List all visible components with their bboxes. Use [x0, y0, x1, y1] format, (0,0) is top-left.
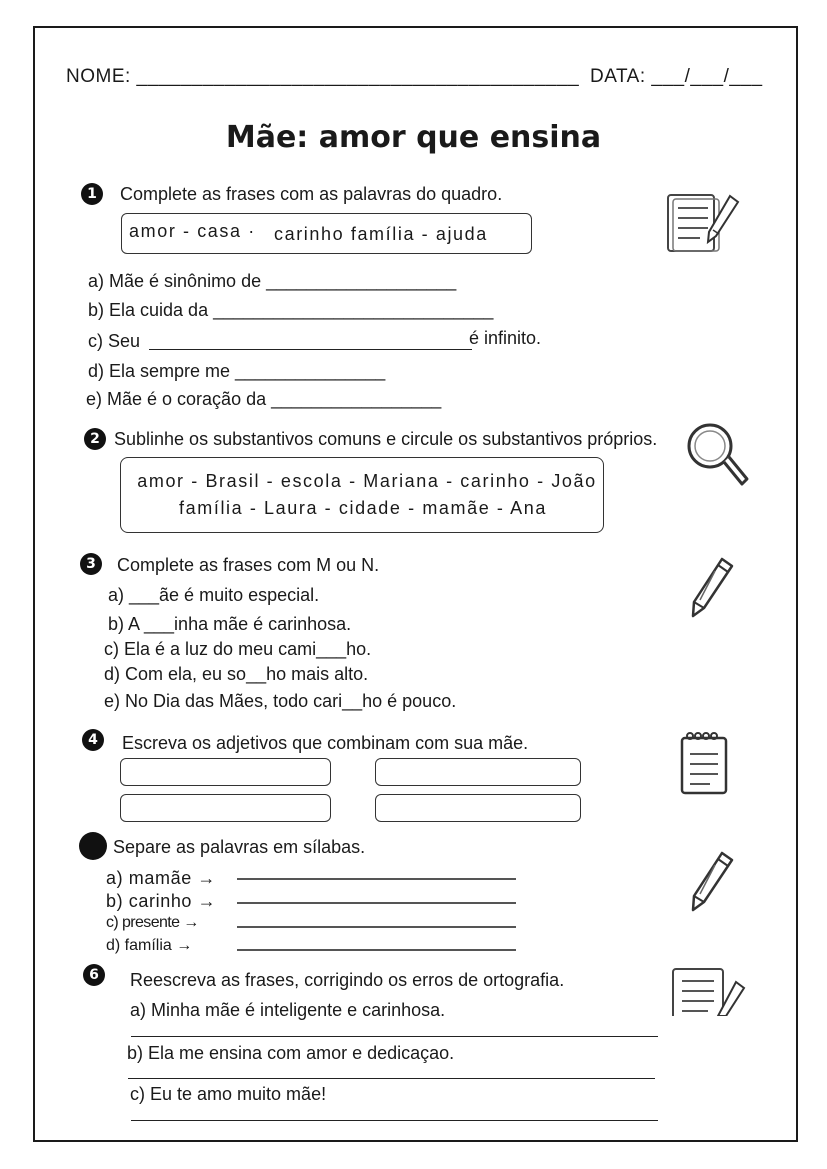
q1-item-b: b) Ela cuida da ____________________________ [88, 300, 494, 320]
q1-item-c-answer-line[interactable] [149, 349, 472, 350]
q1-word-box-text-2: carinho família - ajuda [274, 224, 488, 244]
q1-item-c-start: c) Seu [88, 331, 141, 351]
q2-word-line-2: família - Laura - cidade - mamãe - Ana [179, 498, 547, 518]
q3-item-c: c) Ela é a luz do meu cami___ho. [104, 639, 372, 659]
question-number-2: 2 [84, 428, 106, 450]
adjective-input-box[interactable] [120, 758, 331, 786]
rewrite-answer-line[interactable] [131, 1036, 658, 1037]
spiral-notepad-icon [678, 730, 730, 796]
q2-word-line-1: amor - Brasil - escola - Mariana - carinho - João [137, 471, 597, 491]
question-number-4: 4 [82, 729, 104, 751]
syllable-answer-line[interactable] [237, 902, 516, 904]
syllable-answer-line[interactable] [237, 878, 516, 880]
name-field-label: NOME: ________________________________________ [66, 66, 580, 87]
q6-item-b: b) Ela me ensina com amor e dedicaçao. [127, 1043, 455, 1063]
q6-instruction: Reescreva as frases, corrigindo os erros de ortografia. [130, 970, 565, 990]
q3-item-e: e) No Dia das Mães, todo cari__ho é pouco. [104, 691, 457, 711]
q2-word-box [120, 457, 604, 533]
q1-word-box-text-1: amor - casa · [129, 221, 256, 241]
adjective-input-box[interactable] [375, 758, 581, 786]
q2-instruction: Sublinhe os substantivos comuns e circule os substantivos próprios. [114, 429, 658, 449]
q5-item-d: d) família → [106, 937, 193, 954]
rewrite-answer-line[interactable] [128, 1078, 655, 1079]
question-number-1: 1 [81, 183, 103, 205]
q3-instruction: Complete as frases com M ou N. [117, 555, 380, 575]
page-title: Mãe: amor que ensina [225, 120, 602, 155]
syllable-answer-line[interactable] [237, 926, 516, 928]
q5-item-c: c) presente → [106, 914, 199, 931]
q1-item-d: d) Ela sempre me _______________ [88, 361, 386, 381]
question-number-6: 6 [83, 964, 105, 986]
pencil-icon [688, 556, 736, 620]
question-number-3: 3 [80, 553, 102, 575]
q4-instruction: Escreva os adjetivos que combinam com sua mãe. [122, 733, 529, 753]
notepad-pencil-icon [668, 966, 746, 1016]
adjective-input-box[interactable] [120, 794, 331, 822]
pencil-icon [688, 850, 736, 914]
q5-instruction: Separe as palavras em sílabas. [113, 837, 366, 857]
q3-item-b: b) A ___inha mãe é carinhosa. [108, 614, 352, 634]
q1-instruction: Complete as frases com as palavras do quadro. [120, 184, 503, 204]
q1-item-e: e) Mãe é o coração da _________________ [86, 389, 442, 409]
question-number-5 [79, 832, 107, 860]
q3-item-d: d) Com ela, eu so__ho mais alto. [104, 664, 369, 684]
notepad-pencil-icon [664, 192, 742, 254]
syllable-answer-line[interactable] [237, 949, 516, 951]
q1-item-c-end: é infinito. [469, 328, 542, 348]
q3-item-a: a) ___ãe é muito especial. [108, 585, 320, 605]
date-field-label: DATA: ___/___/___ [590, 66, 763, 87]
adjective-input-box[interactable] [375, 794, 581, 822]
rewrite-answer-line[interactable] [131, 1120, 658, 1121]
q5-item-b: b) carinho → [106, 891, 217, 911]
q5-item-a: a) mamãe → [106, 868, 217, 888]
q6-item-a: a) Minha mãe é inteligente e carinhosa. [130, 1000, 446, 1020]
q6-item-c: c) Eu te amo muito mãe! [130, 1084, 327, 1104]
q1-item-a: a) Mãe é sinônimo de ___________________ [88, 271, 457, 291]
magnifier-icon [684, 420, 750, 492]
